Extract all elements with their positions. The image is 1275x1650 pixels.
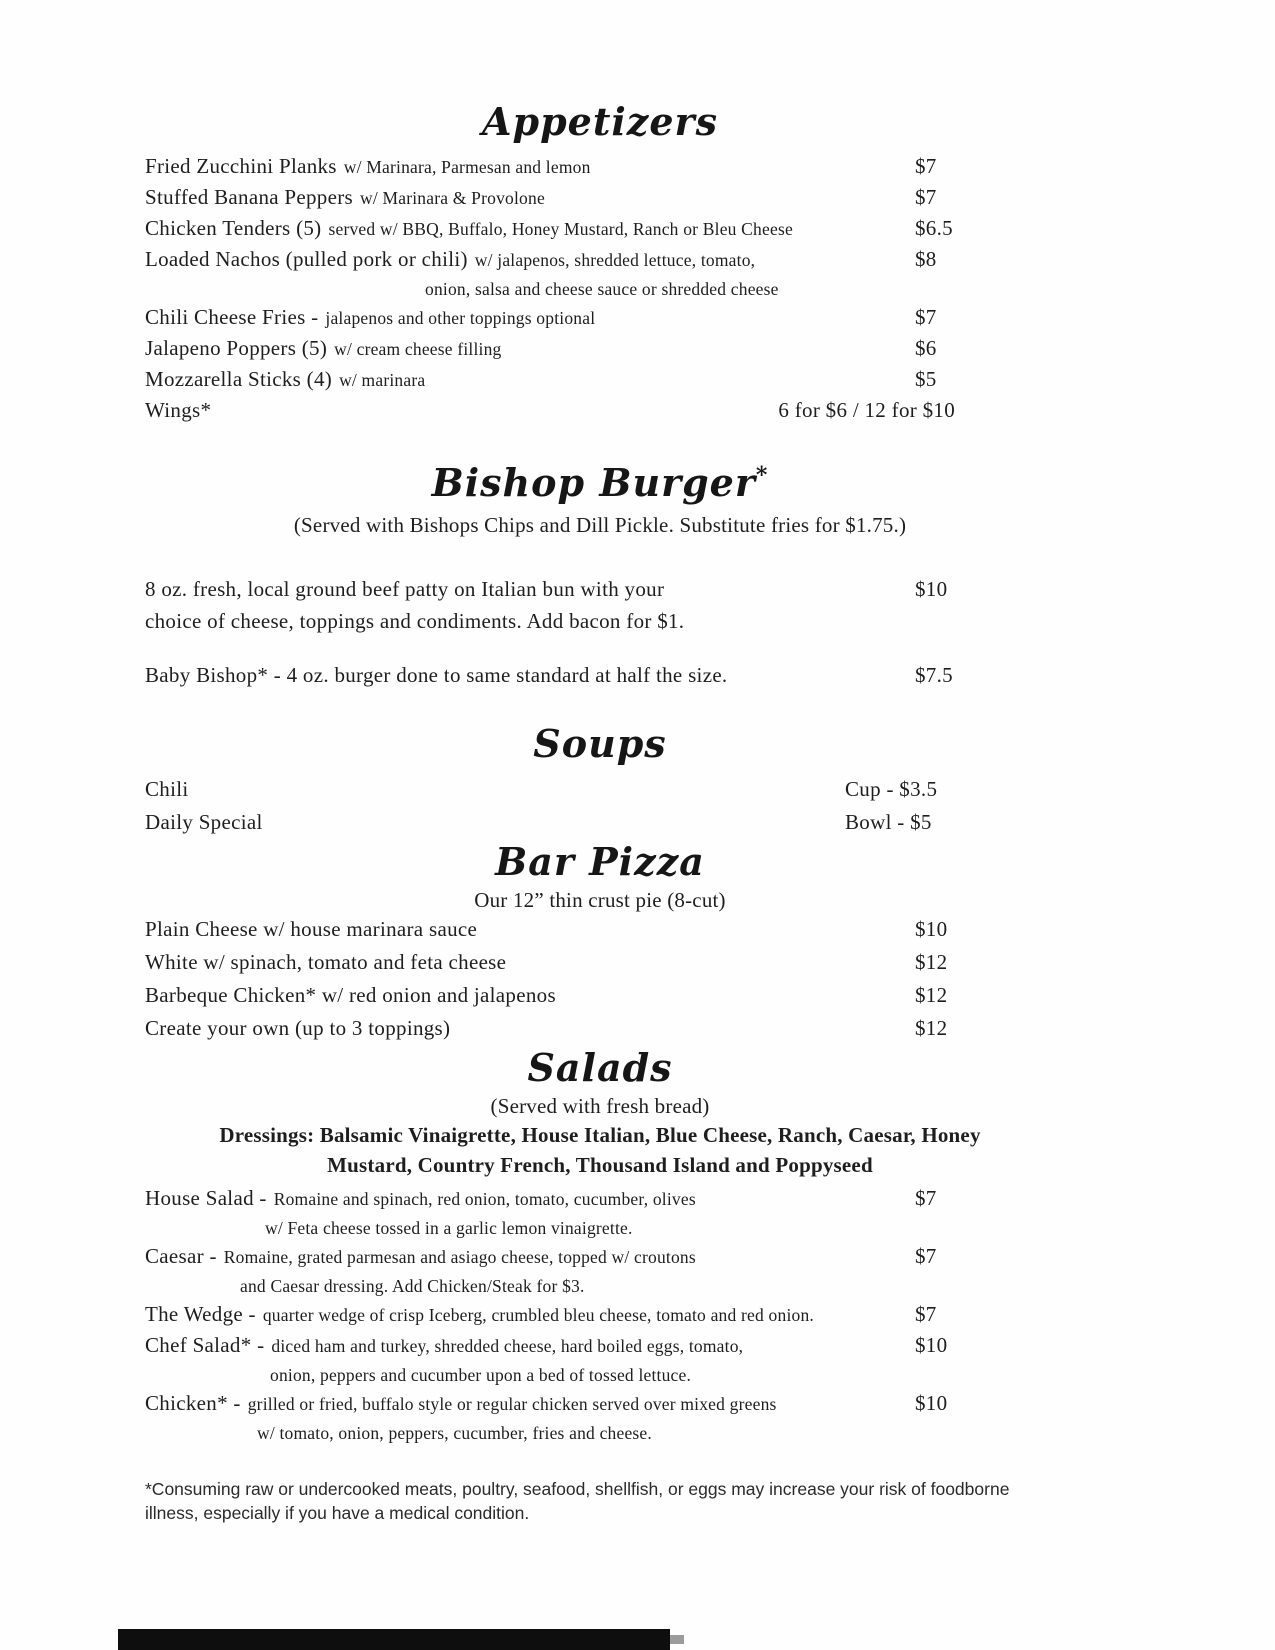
item-text <box>145 980 915 1013</box>
item-price: $7.5 <box>915 663 953 687</box>
item-text <box>145 661 915 692</box>
salad-items <box>145 1184 1055 1447</box>
item-name: White w/ spinach, tomato and feta cheese <box>145 950 507 974</box>
item-desc: grilled or fried, buffalo style or regular chicken served over mixed greens <box>247 1394 777 1414</box>
item-price: $10 <box>915 917 948 941</box>
item-name: The Wedge - <box>145 1302 256 1326</box>
item-text <box>145 334 915 365</box>
item-text <box>145 183 915 214</box>
section-title-asterisk: * <box>755 462 769 489</box>
item-name: Mozzarella Sticks (4) <box>145 367 333 391</box>
section-subtitle: (Served with fresh bread) <box>490 1094 710 1118</box>
item-price: $6.5 <box>915 216 953 240</box>
item-text <box>145 1300 915 1331</box>
item-name: Create your own (up to 3 toppings) <box>145 1016 451 1040</box>
section-title-salads: Salads <box>527 1045 673 1090</box>
item-price: $12 <box>915 950 948 974</box>
item-name: Caesar - <box>145 1244 217 1268</box>
menu-item-row <box>145 183 1055 214</box>
section-subtitle: (Served with Bishops Chips and Dill Pickle. Substitute fries for $1.75.) <box>293 513 907 537</box>
section-bishop-burger <box>145 461 1055 692</box>
item-price: $7 <box>915 1186 937 1210</box>
section-appetizers <box>145 100 1055 427</box>
item-line: 8 oz. fresh, local ground beef patty on Italian bun with your <box>145 577 665 601</box>
item-price: $8 <box>915 247 937 271</box>
item-desc-continuation: onion, salsa and cheese sauce or shredded cheese <box>425 279 779 299</box>
item-price: $7 <box>915 1244 937 1268</box>
item-price: $10 <box>915 1391 948 1415</box>
item-text <box>145 245 915 276</box>
item-price: $6 <box>915 336 937 360</box>
menu-item-row <box>145 980 1055 1013</box>
item-desc: quarter wedge of crisp Iceberg, crumbled bleu cheese, tomato and red onion. <box>262 1305 814 1325</box>
item-price: $7 <box>915 185 937 209</box>
menu-item-row <box>145 914 1055 947</box>
section-soups <box>145 722 1055 840</box>
item-price: $7 <box>915 154 937 178</box>
item-text <box>145 1389 915 1420</box>
item-desc-continuation: onion, peppers and cucumber upon a bed of tossed lettuce. <box>270 1365 692 1385</box>
item-price: $5 <box>915 367 937 391</box>
menu-item-row <box>145 214 1055 245</box>
item-text <box>145 1184 915 1215</box>
section-title-bar-pizza: Bar Pizza <box>495 839 705 884</box>
scan-artifact-bar <box>118 1629 670 1650</box>
item-price: $7 <box>915 305 937 329</box>
dressings-line-2: Mustard, Country French, Thousand Island and Poppyseed <box>327 1153 873 1177</box>
item-text <box>145 152 915 183</box>
item-name: Fried Zucchini Planks <box>145 154 337 178</box>
item-name: Chef Salad* - <box>145 1333 265 1357</box>
item-text <box>145 396 755 427</box>
item-price: $10 <box>915 577 948 601</box>
item-text <box>145 774 845 807</box>
item-price: Bowl - $5 <box>845 810 932 834</box>
item-desc: w/ jalapenos, shredded lettuce, tomato, <box>474 250 756 270</box>
item-desc-continuation: w/ Feta cheese tossed in a garlic lemon vinaigrette. <box>265 1218 633 1238</box>
section-title-appetizers: Appetizers <box>482 99 718 144</box>
footnote-line-1: *Consuming raw or undercooked meats, poultry, seafood, shellfish, or eggs may increase your risk of foodborne <box>145 1479 1010 1499</box>
section-title-soups: Soups <box>533 721 667 766</box>
item-desc: diced ham and turkey, shredded cheese, hard boiled eggs, tomato, <box>271 1336 744 1356</box>
item-desc: w/ Marinara & Provolone <box>360 188 545 208</box>
menu-item-row <box>145 1242 1055 1273</box>
item-name: Chili <box>145 777 189 801</box>
item-desc: Romaine, grated parmesan and asiago cheese, topped w/ croutons <box>223 1247 696 1267</box>
item-text <box>145 303 915 334</box>
menu-item-row <box>145 303 1055 334</box>
item-line: choice of cheese, toppings and condiments. Add bacon for $1. <box>145 609 685 633</box>
item-price: Cup - $3.5 <box>845 777 938 801</box>
item-price: $7 <box>915 1302 937 1326</box>
item-name: Plain Cheese w/ house marinara sauce <box>145 917 478 941</box>
menu-content <box>145 100 1055 1525</box>
item-text <box>145 1242 915 1273</box>
menu-item-row <box>145 152 1055 183</box>
menu-item-row <box>145 1331 1055 1362</box>
item-text <box>145 947 915 980</box>
menu-item-row <box>145 365 1055 396</box>
item-name: Chicken* - <box>145 1391 241 1415</box>
item-name: Loaded Nachos (pulled pork or chili) <box>145 247 468 271</box>
footnote-line-2: illness, especially if you have a medical condition. <box>145 1503 530 1523</box>
item-name: Chili Cheese Fries - <box>145 305 319 329</box>
item-desc: served w/ BBQ, Buffalo, Honey Mustard, Ranch or Bleu Cheese <box>328 219 793 239</box>
item-desc-continuation: w/ tomato, onion, peppers, cucumber, fries and cheese. <box>257 1423 652 1443</box>
item-desc: w/ marinara <box>339 370 426 390</box>
item-name: Chicken Tenders (5) <box>145 216 322 240</box>
menu-item-row <box>145 661 1055 692</box>
menu-item-row <box>145 947 1055 980</box>
menu-item-row <box>145 245 1055 276</box>
item-text <box>145 365 915 396</box>
item-price: $12 <box>915 983 948 1007</box>
item-price: $10 <box>915 1333 948 1357</box>
menu-item-row <box>145 334 1055 365</box>
item-text <box>145 1013 915 1046</box>
item-name: Stuffed Banana Peppers <box>145 185 353 209</box>
section-title-bishop-burger <box>145 461 1055 505</box>
item-text <box>145 573 915 637</box>
item-price: $12 <box>915 1016 948 1040</box>
item-name: House Salad - <box>145 1186 267 1210</box>
consumer-advisory-footnote <box>145 1477 1055 1525</box>
item-text <box>145 1331 915 1362</box>
item-name: Daily Special <box>145 810 263 834</box>
menu-item-row <box>145 1184 1055 1215</box>
item-text <box>145 214 915 245</box>
menu-item-row <box>145 573 1055 637</box>
section-salads <box>145 1046 1055 1447</box>
menu-item-row <box>145 396 1055 427</box>
item-name: Barbeque Chicken* w/ red onion and jalapenos <box>145 983 556 1007</box>
menu-item-row <box>145 1300 1055 1331</box>
item-text <box>145 807 845 840</box>
item-desc: Romaine and spinach, red onion, tomato, cucumber, olives <box>273 1189 696 1209</box>
dressings-line-1: Dressings: Balsamic Vinaigrette, House Italian, Blue Cheese, Ranch, Caesar, Honey <box>219 1123 981 1147</box>
item-desc: jalapenos and other toppings optional <box>325 308 596 328</box>
item-desc: w/ Marinara, Parmesan and lemon <box>343 157 591 177</box>
section-title-text: Bishop Burger <box>431 460 756 505</box>
menu-item-row <box>145 1389 1055 1420</box>
item-desc-continuation: and Caesar dressing. Add Chicken/Steak for $3. <box>240 1276 585 1296</box>
menu-item-row <box>145 807 1055 840</box>
item-name: Wings* <box>145 398 212 422</box>
menu-item-row <box>145 1013 1055 1046</box>
menu-item-row <box>145 774 1055 807</box>
item-desc: w/ cream cheese filling <box>334 339 502 359</box>
item-text <box>145 914 915 947</box>
item-name: Jalapeno Poppers (5) <box>145 336 328 360</box>
item-name: Baby Bishop* - 4 oz. burger done to same standard at half the size. <box>145 663 728 687</box>
section-bar-pizza <box>145 840 1055 1046</box>
section-subtitle: Our 12” thin crust pie (8-cut) <box>474 888 726 912</box>
item-price: 6 for $6 / 12 for $10 <box>778 398 955 422</box>
